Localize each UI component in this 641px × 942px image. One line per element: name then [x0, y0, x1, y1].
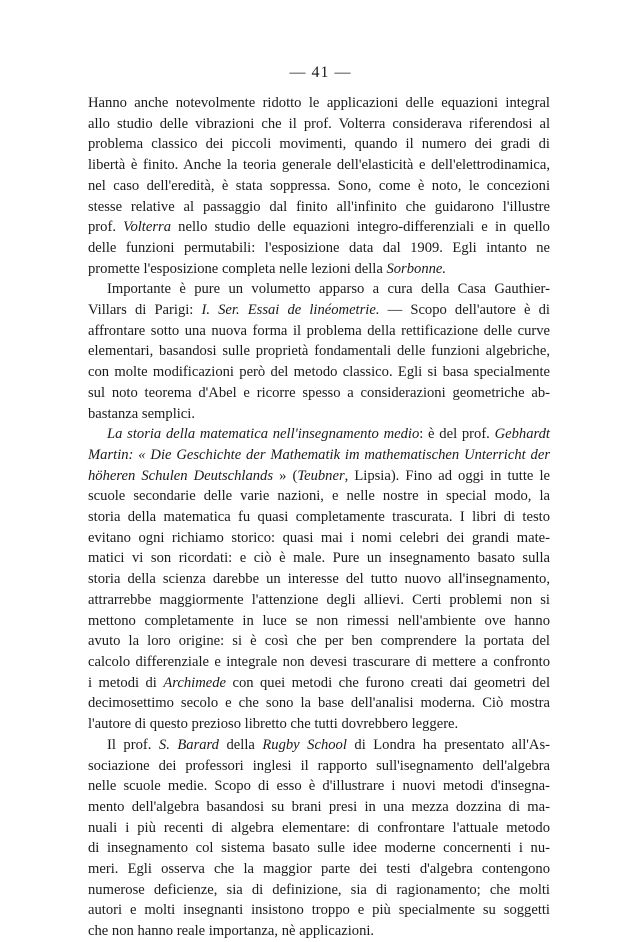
text-line — [88, 818, 550, 839]
text-segment: delle funzioni permutabili: l'esposizione data dal 1909. Egli intanto ne — [88, 239, 550, 256]
text-segment: allo studio delle vibrazioni che il prof. Volterra considerava riferendosi al — [88, 115, 550, 132]
text-segment: della — [218, 736, 263, 753]
italic-text: Sorbonne. — [386, 260, 447, 277]
text-segment: meri. Egli osserva che la maggior parte dei testi d'algebra contengono — [88, 861, 550, 878]
body-text — [88, 93, 550, 942]
italic-text: S. Barard — [158, 736, 219, 753]
italic-text: La storia della matematica nell'insegnamento medio — [107, 426, 420, 443]
text-segment: mento dell'algebra basandosi su brani presi in una mezza dozzina di ma- — [88, 798, 550, 815]
text-line — [88, 114, 550, 135]
text-segment: con quei metodi che furono creati dai geometri del — [226, 674, 551, 691]
text-segment: Il prof. — [107, 736, 159, 753]
text-line — [88, 383, 550, 404]
text-line — [88, 176, 550, 197]
text-segment: storia della matematica fu quasi completamente trascurata. I libri di testo — [88, 509, 550, 526]
text-line — [88, 611, 550, 632]
italic-text: Martin: « Die Geschichte der Mathematik im mathematischen Unterricht der — [88, 446, 550, 463]
text-segment: , Lipsia). Fino ad oggi in tutte le — [344, 467, 550, 484]
text-line — [88, 693, 550, 714]
italic-text: Teubner — [297, 467, 345, 484]
text-segment: sociazione dei professori inglesi il rapporto sull'isegnamento dell'algebra — [88, 757, 550, 774]
text-line — [88, 238, 550, 259]
text-segment: calcolo differenziale e integrale non devesi trascurare di mettere a confronto — [88, 653, 550, 670]
italic-text: Rugby School — [262, 736, 347, 753]
text-segment: promette l'esposizione completa nelle lezioni della — [88, 260, 387, 277]
text-line — [88, 797, 550, 818]
text-segment: elementari, basandosi sulle proprietà fondamentali delle funzioni algebriche, — [88, 343, 550, 360]
text-line — [88, 93, 550, 114]
text-line — [88, 321, 550, 342]
text-segment: l'autore di questo prezioso libretto che tutti dovrebbero leggere. — [88, 716, 459, 733]
text-segment: Villars di Parigi: — [88, 302, 202, 319]
text-line — [88, 569, 550, 590]
text-segment: prof. — [88, 219, 124, 236]
text-line — [88, 838, 550, 859]
text-line — [88, 528, 550, 549]
text-line — [88, 880, 550, 901]
text-segment: numerose deficienze, sia di definizione, sia di ragionamento; che molti — [88, 881, 550, 898]
text-line — [88, 776, 550, 797]
text-line — [88, 652, 550, 673]
text-line — [88, 404, 550, 425]
text-segment: con molte modificazioni però del metodo classico. Egli si basa specialmente — [88, 364, 550, 381]
text-line — [88, 466, 550, 487]
text-line — [88, 445, 550, 466]
text-segment: decimosettimo secolo e che sono la base dell'analisi moderna. Ciò mostra — [88, 695, 550, 712]
text-segment: storia della scienza darebbe un interesse del tutto nuovo all'insegnamento, — [88, 571, 550, 588]
text-line — [88, 155, 550, 176]
text-segment: stesse relative al passaggio dal finito all'infinito che guidarono l'illustre — [88, 198, 550, 215]
text-segment: bastanza semplici. — [88, 405, 195, 422]
text-segment: libertà è finito. Anche la teoria generale dell'elasticità e dell'elettrodinamica, — [88, 157, 550, 174]
text-line — [88, 279, 550, 300]
text-line — [88, 300, 550, 321]
text-segment: Importante è pure un volumetto apparso a cura della Casa Gauthier- — [107, 281, 550, 298]
text-segment: nello studio delle equazioni integro-differenziali e in quello — [171, 219, 550, 236]
text-segment: » ( — [273, 467, 298, 484]
text-line — [88, 900, 550, 921]
italic-text: höheren Schulen Deutschlands — [88, 467, 274, 484]
text-line — [88, 735, 550, 756]
text-segment: che non hanno reale importanza, nè applicazioni. — [88, 923, 375, 940]
page-number: — 41 — — [289, 64, 352, 81]
italic-text: I. Ser. Essai de linéometrie. — [201, 302, 380, 319]
text-line — [88, 197, 550, 218]
text-segment: di insegnamento col sistema basato sulle idee moderne concernenti i nu- — [88, 840, 550, 857]
text-segment: avuto la loro origine: si è così che per ben comprendere la portata del — [88, 633, 550, 650]
text-line — [88, 259, 550, 280]
text-segment: mettono completamente in luce se non rimessi nell'ambiente ove hanno — [88, 612, 550, 629]
text-line — [88, 362, 550, 383]
text-line — [88, 548, 550, 569]
text-segment: evitano ogni richiamo storico: quasi mai i nomi celebri dei grandi mate- — [88, 529, 550, 546]
text-segment: nelle scuole medie. Scopo di esso è d'illustrare i nuovi metodi d'insegna- — [88, 778, 550, 795]
text-segment: Hanno anche notevolmente ridotto le applicazioni delle equazioni integral — [88, 95, 550, 111]
text-segment: di Londra ha presentato all'As- — [346, 736, 550, 753]
text-line — [88, 921, 550, 942]
italic-text: Archimede — [163, 674, 227, 691]
text-line — [88, 756, 550, 777]
text-segment: problema classico dei piccoli movimenti, quando il numero dei gradi di — [88, 136, 550, 153]
italic-text: Volterra — [123, 219, 171, 236]
text-segment: nel caso dell'eredità, è stata soppressa. Sono, come è noto, le concezioni — [88, 177, 550, 194]
text-segment: : è del prof. — [419, 426, 495, 443]
text-line — [88, 217, 550, 238]
text-line — [88, 859, 550, 880]
text-segment: nuali i più recenti di algebra elementare: di confrontare l'attuale metodo — [88, 819, 550, 836]
italic-text: Gebhardt — [494, 426, 550, 443]
text-segment: autori e molti insegnanti insistono troppo e più specialmente su soggetti — [88, 902, 550, 919]
text-line — [88, 507, 550, 528]
text-segment: i metodi di — [88, 674, 164, 691]
text-segment: sul noto teorema d'Abel e ricorre spesso a considerazioni geometriche ab- — [88, 384, 550, 401]
text-segment: scuole secondarie delle varie nazioni, e nelle nostre in special modo, la — [88, 488, 550, 505]
text-line — [88, 673, 550, 694]
text-line — [88, 134, 550, 155]
text-line — [88, 714, 550, 735]
text-line — [88, 341, 550, 362]
text-line — [88, 486, 550, 507]
text-segment: — Scopo dell'autore è di — [379, 302, 550, 319]
text-line — [88, 424, 550, 445]
text-segment: attrarrebbe maggiormente l'attenzione degli allievi. Certi problemi non si — [88, 591, 550, 608]
text-segment: matici vi son ricordati: e ciò è male. Pure un insegnamento basato sulla — [88, 550, 550, 567]
text-segment: affrontare sotto una nuova forma il problema della rettificazione delle curve — [88, 322, 550, 339]
text-line — [88, 631, 550, 652]
text-line — [88, 590, 550, 611]
